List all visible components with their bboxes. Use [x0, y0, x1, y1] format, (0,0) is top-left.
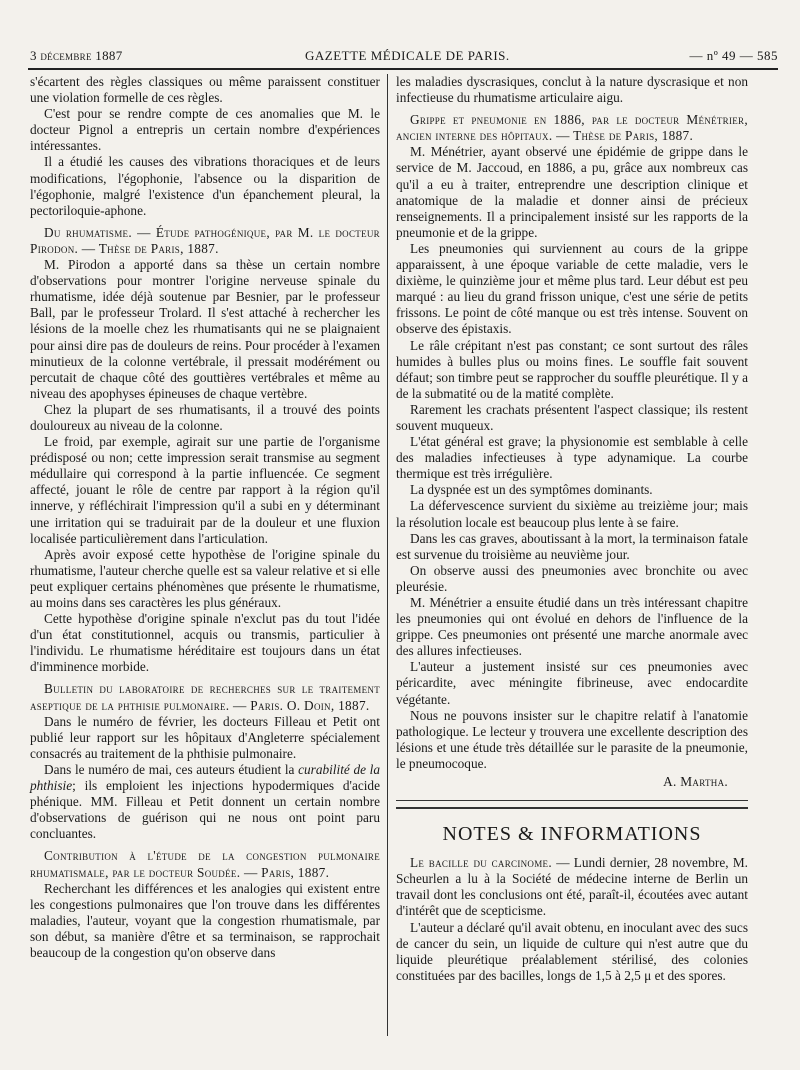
paragraph	[396, 855, 748, 919]
right-column	[396, 74, 748, 984]
review-title-grippe: Grippe et pneumonie en 1886, par le docteur Ménétrier, ancien interne des hôpitaux. — Thèse de Paris, 1887.	[396, 112, 748, 144]
section-rule-thick	[396, 807, 748, 809]
paragraph: Il a étudié les causes des vibrations thoraciques et de leurs modifications, l'égophonie, l'absence ou la disparition de l'égophonie, malgré l'existence d'un épanchement pleural, la pectoriloquie-aphone.	[30, 154, 380, 218]
header-rule	[28, 68, 778, 70]
paragraph: M. Ménétrier a ensuite étudié dans un très intéressant chapitre les pneumonies qui ont évolué en dehors de l'influence de la grippe. Ces pneumonies ont présenté une marche anormale avec des allures infectieuses.	[396, 595, 748, 659]
paragraph: On observe aussi des pneumonies avec bronchite ou avec pleurésie.	[396, 562, 748, 594]
paragraph: Nous ne pouvons insister sur le chapitre relatif à l'anatomie pathologique. Le lecteur y trouvera une excellente description des lésions et une étude très détaillée sur le parasite de la pneumonie, le pneumocoque.	[396, 707, 748, 771]
paragraph: M. Pirodon a apporté dans sa thèse un certain nombre d'observations pour montrer l'origine nerveuse spinale du rhumatisme, idée déjà soutenue par Besnier, par le professeur Ball, par le professeur Trolard. Il s'est attaché à rechercher les lésions de la moelle chez les rhumatisants qui ne se plaignaient pour ainsi dire pas de douleurs de reins. Pour procéder à l'examen minutieux de la colonne vertébrale, il pressait modérément ou percutait de chaque côté des gouttières vertébrales et même au niveau des apophyses épineuses de chaque vertèbre.	[30, 257, 380, 401]
paragraph: s'écartent des règles classiques ou même paraissent constituer une violation formelle de ces règles.	[30, 74, 380, 106]
item-title: Le bacille du carcinome.	[410, 855, 552, 871]
paragraph: La défervescence survient du sixième au treizième jour; mais la résolution locale est beaucoup plus lente à se faire.	[396, 498, 748, 530]
author-signature: A. Martha.	[663, 774, 728, 790]
paragraph: Dans le numéro de février, les docteurs Filleau et Petit ont publié leur rapport sur les hôpitaux d'Angleterre spécialement consacrés au traitement de la phthisie pulmonaire.	[30, 713, 380, 761]
paragraph: L'auteur a justement insisté sur ces pneumonies avec péricardite, avec méningite fibrineuse, avec endocardite végétante.	[396, 659, 748, 707]
paragraph: Chez la plupart de ses rhumatisants, il a trouvé des points douloureux au niveau de la colonne.	[30, 401, 380, 433]
paragraph: L'auteur a déclaré qu'il avait obtenu, en inoculant avec des sucs de cancer du sein, un liquide de culture qui n'est autre que du liquide pleurétique préalablement stérilisé, des colonies constituées par des bacilles, longs de 1,5 à 2,5 μ et des spores.	[396, 919, 748, 983]
issue-date: 3 décembre 1887	[30, 48, 123, 63]
section-rule	[396, 800, 748, 801]
review-title-bulletin: Bulletin du laboratoire de recherches sur le traitement aseptique de la phthisie pulmonaire. — Paris. O. Doin, 1887.	[30, 681, 380, 713]
section-heading: NOTES & INFORMATIONS	[442, 823, 702, 846]
paragraph: Le froid, par exemple, agirait sur une partie de l'organisme prédisposé ou non; cette impression serait transmise au segment médullaire qui correspond à la partie influencée. Ce segment affecté, jouant le rôle de centre par rapport à la région qu'il innerve, y réfléchirait l'impression qu'il a subi en y déterminant une irritation qui se traduirait par de la douleur et une fluxion localisée particulièrement dans l'articulation.	[30, 434, 380, 546]
text-run: ; ils emploient les injections hypodermiques d'acide phénique. MM. Filleau et Petit donnent un certain nombre d'observations de guérison qui ne nous ont point paru concluantes.	[30, 778, 380, 842]
page-header	[30, 44, 778, 68]
paragraph: Le râle crépitant n'est pas constant; ce sont surtout des râles humides à bulles plus ou moins fines. Le souffle fait souvent défaut; son timbre peut se rapprocher du souffle pleurétique. Il y a de la submatité ou de la matité complète.	[396, 337, 749, 401]
paragraph	[30, 762, 380, 842]
paragraph: C'est pour se rendre compte de ces anomalies que M. le docteur Pignol a entrepris un certain nombre d'expériences intéressantes.	[30, 106, 380, 154]
review-title-rhumatisme: Du rhumatisme. — Étude pathogénique, par M. le docteur Pirodon. — Thèse de Paris, 1887.	[30, 224, 380, 256]
paragraph: M. Ménétrier, ayant observé une épidémie de grippe dans le service de M. Jaccoud, en 1886, a pu, grâce aux nombreux cas qu'il a eu à traiter, entreprendre une description clinique et anatomique de la maladie et donner ainsi de précieux renseignements. Il a principalement insisté sur les rapports de la pneumonie et de la grippe.	[396, 144, 748, 240]
italic-phrase: curabilité de la phthisie	[30, 761, 381, 794]
review-title-congestion: Contribution à l'étude de la congestion pulmonaire rhumatismale, par le docteur Soudée. — Paris, 1887.	[30, 848, 380, 880]
paragraph: Les pneumonies qui surviennent au cours de la grippe apparaissent, à une époque variable de cette maladie, vers le dixième, le quinzième jour et même plus tard. Leur début est peu marqué : au lieu du grand frisson unique, c'est une série de petits frissons. Le point de côté manque ou est très intense. Souvent on observe des épistaxis.	[396, 240, 748, 337]
journal-title: GAZETTE MÉDICALE DE PARIS.	[305, 48, 510, 63]
paragraph: La dyspnée est un des symptômes dominants.	[410, 482, 653, 498]
text-run: — Lundi dernier, 28 novembre, M. Scheurlen a lu à la Société de médecine interne de Berlin un travail dont les conclusions ont été, paraît-il, écoutées avec autant d'intérêt que de scepticisme.	[396, 855, 748, 919]
page-number: — nº 49 — 585	[689, 48, 778, 63]
column-divider	[387, 74, 388, 1036]
left-column	[30, 74, 380, 961]
paragraph: Rarement les crachats présentent l'aspect classique; ils restent souvent muqueux.	[396, 401, 748, 433]
paragraph: L'état général est grave; la physionomie est semblable à celle des maladies infectieuses à type adynamique. La courbe thermique est très irrégulière.	[396, 434, 748, 482]
text-run: Dans le numéro de mai, ces auteurs étudient la	[44, 761, 299, 777]
paragraph: Recherchant les différences et les analogies qui existent entre les congestions pulmonaires que l'on trouve dans les différentes maladies, l'auteur, voyant que la congestion rhumatismale, par son début, sa manière d'être et sa terminaison, se rapprochait beaucoup de la congestion qu'on observe dans	[30, 880, 380, 960]
paragraph: Cette hypothèse d'origine spinale n'exclut pas du tout l'idée d'un état constitutionnel, acquis ou transmis, particulier à l'individu. Le rhumatisme héréditaire est toujours dans un état d'imminence morbide.	[30, 611, 380, 675]
paragraph: Dans les cas graves, aboutissant à la mort, la terminaison fatale est survenue du troisième au neuvième jour.	[396, 530, 748, 562]
paragraph: les maladies dyscrasiques, conclut à la nature dyscrasique et non infectieuse du rhumatisme articulaire aigu.	[396, 74, 748, 106]
paragraph: Après avoir exposé cette hypothèse de l'origine spinale du rhumatisme, l'auteur cherche quelle est sa valeur relative et si elle peut expliquer certains phénomènes que présente le rhumatisme, au moins dans ses caractères les plus généraux.	[30, 546, 380, 610]
